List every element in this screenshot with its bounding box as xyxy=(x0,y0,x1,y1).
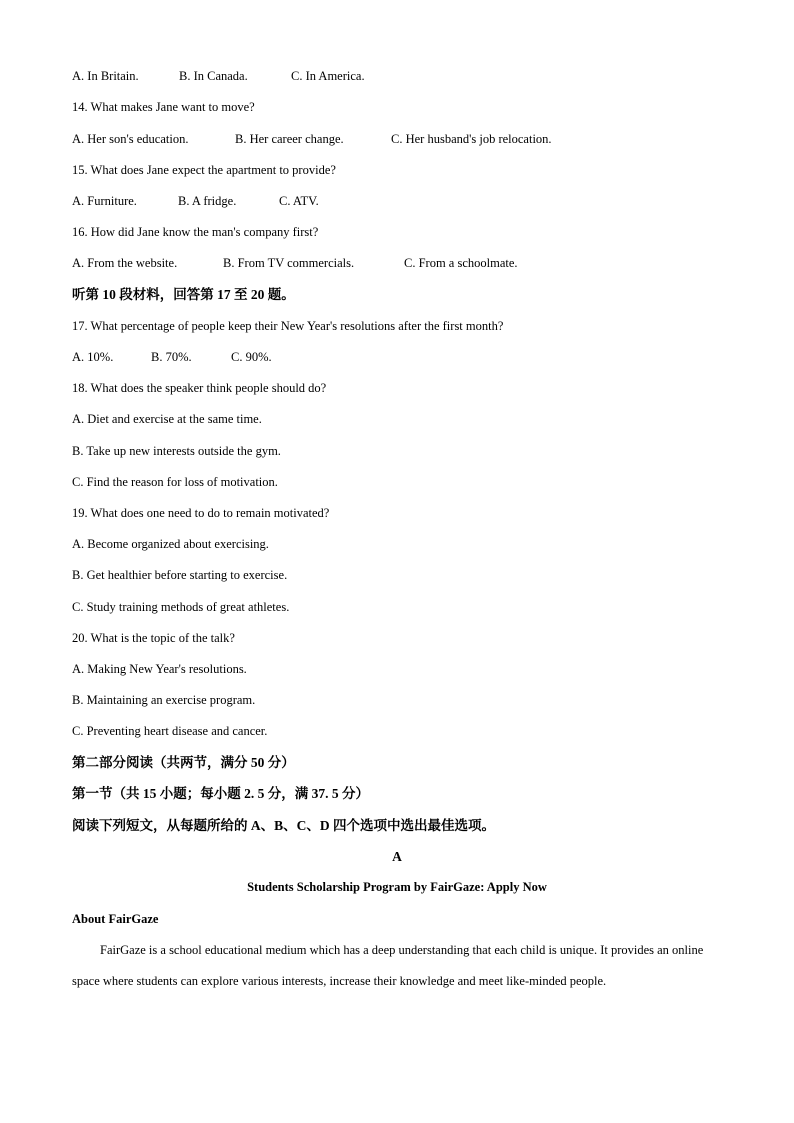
q15-option-c: C. ATV. xyxy=(279,194,319,208)
q19-option-a: A. Become organized about exercising. xyxy=(72,537,269,551)
q17-question: 17. What percentage of people keep their New Year's resolutions after the first month? xyxy=(72,319,504,333)
q17-option-a: A. 10%. xyxy=(72,350,114,364)
q19-question: 19. What does one need to do to remain motivated? xyxy=(72,506,330,520)
q13-options xyxy=(72,68,365,84)
q18-question: 18. What does the speaker think people should do? xyxy=(72,381,327,395)
q16-question: 16. How did Jane know the man's company first? xyxy=(72,225,319,239)
q17-option-c: C. 90%. xyxy=(231,350,272,364)
passage-title: Students Scholarship Program by FairGaze: Apply Now xyxy=(247,880,547,894)
q16-option-a: A. From the website. xyxy=(72,256,178,270)
q19-option-b: B. Get healthier before starting to exercise. xyxy=(72,568,288,582)
q13-option-b: B. In Canada. xyxy=(179,69,248,83)
q15-question: 15. What does Jane expect the apartment to provide? xyxy=(72,163,336,177)
q14-option-a: A. Her son's education. xyxy=(72,132,189,146)
q18-option-a: A. Diet and exercise at the same time. xyxy=(72,412,262,426)
q15-option-a: A. Furniture. xyxy=(72,194,137,208)
q16-option-b: B. From TV commercials. xyxy=(223,256,355,270)
q14-option-c: C. Her husband's job relocation. xyxy=(391,132,552,146)
part2-heading: 第二部分阅读（共两节，满分 50 分） xyxy=(72,755,295,770)
section1-heading: 第一节（共 15 小题；每小题 2. 5 分，满 37. 5 分） xyxy=(72,786,369,801)
passage-letter: A xyxy=(392,849,402,864)
about-paragraph: FairGaze is a school educational medium which has a deep understanding that each child is unique. It provides an online space where students can explore various interests, increase their knowledge and meet like-minded people. xyxy=(72,943,704,988)
q15-option-b: B. A fridge. xyxy=(178,194,237,208)
q19-option-c: C. Study training methods of great athletes. xyxy=(72,600,290,614)
about-heading: About FairGaze xyxy=(72,912,159,926)
q16-option-c: C. From a schoolmate. xyxy=(404,256,518,270)
q15-options xyxy=(72,193,319,209)
q18-option-b: B. Take up new interests outside the gym. xyxy=(72,444,281,458)
q20-option-b: B. Maintaining an exercise program. xyxy=(72,693,256,707)
q17-options xyxy=(72,349,272,365)
q17-option-b: B. 70%. xyxy=(151,350,192,364)
reading-instructions: 阅读下列短文，从每题所给的 A、B、C、D 四个选项中选出最佳选项。 xyxy=(72,818,496,833)
q13-option-c: C. In America. xyxy=(291,69,365,83)
q16-options xyxy=(72,255,518,271)
section10-heading: 听第 10 段材料，回答第 17 至 20 题。 xyxy=(72,287,295,302)
q14-options xyxy=(72,131,552,147)
q20-option-a: A. Making New Year's resolutions. xyxy=(72,662,247,676)
q18-option-c: C. Find the reason for loss of motivation. xyxy=(72,475,278,489)
q14-option-b: B. Her career change. xyxy=(235,132,344,146)
q13-option-a: A. In Britain. xyxy=(72,69,139,83)
q14-question: 14. What makes Jane want to move? xyxy=(72,100,255,114)
q20-option-c: C. Preventing heart disease and cancer. xyxy=(72,724,268,738)
q20-question: 20. What is the topic of the talk? xyxy=(72,631,235,645)
